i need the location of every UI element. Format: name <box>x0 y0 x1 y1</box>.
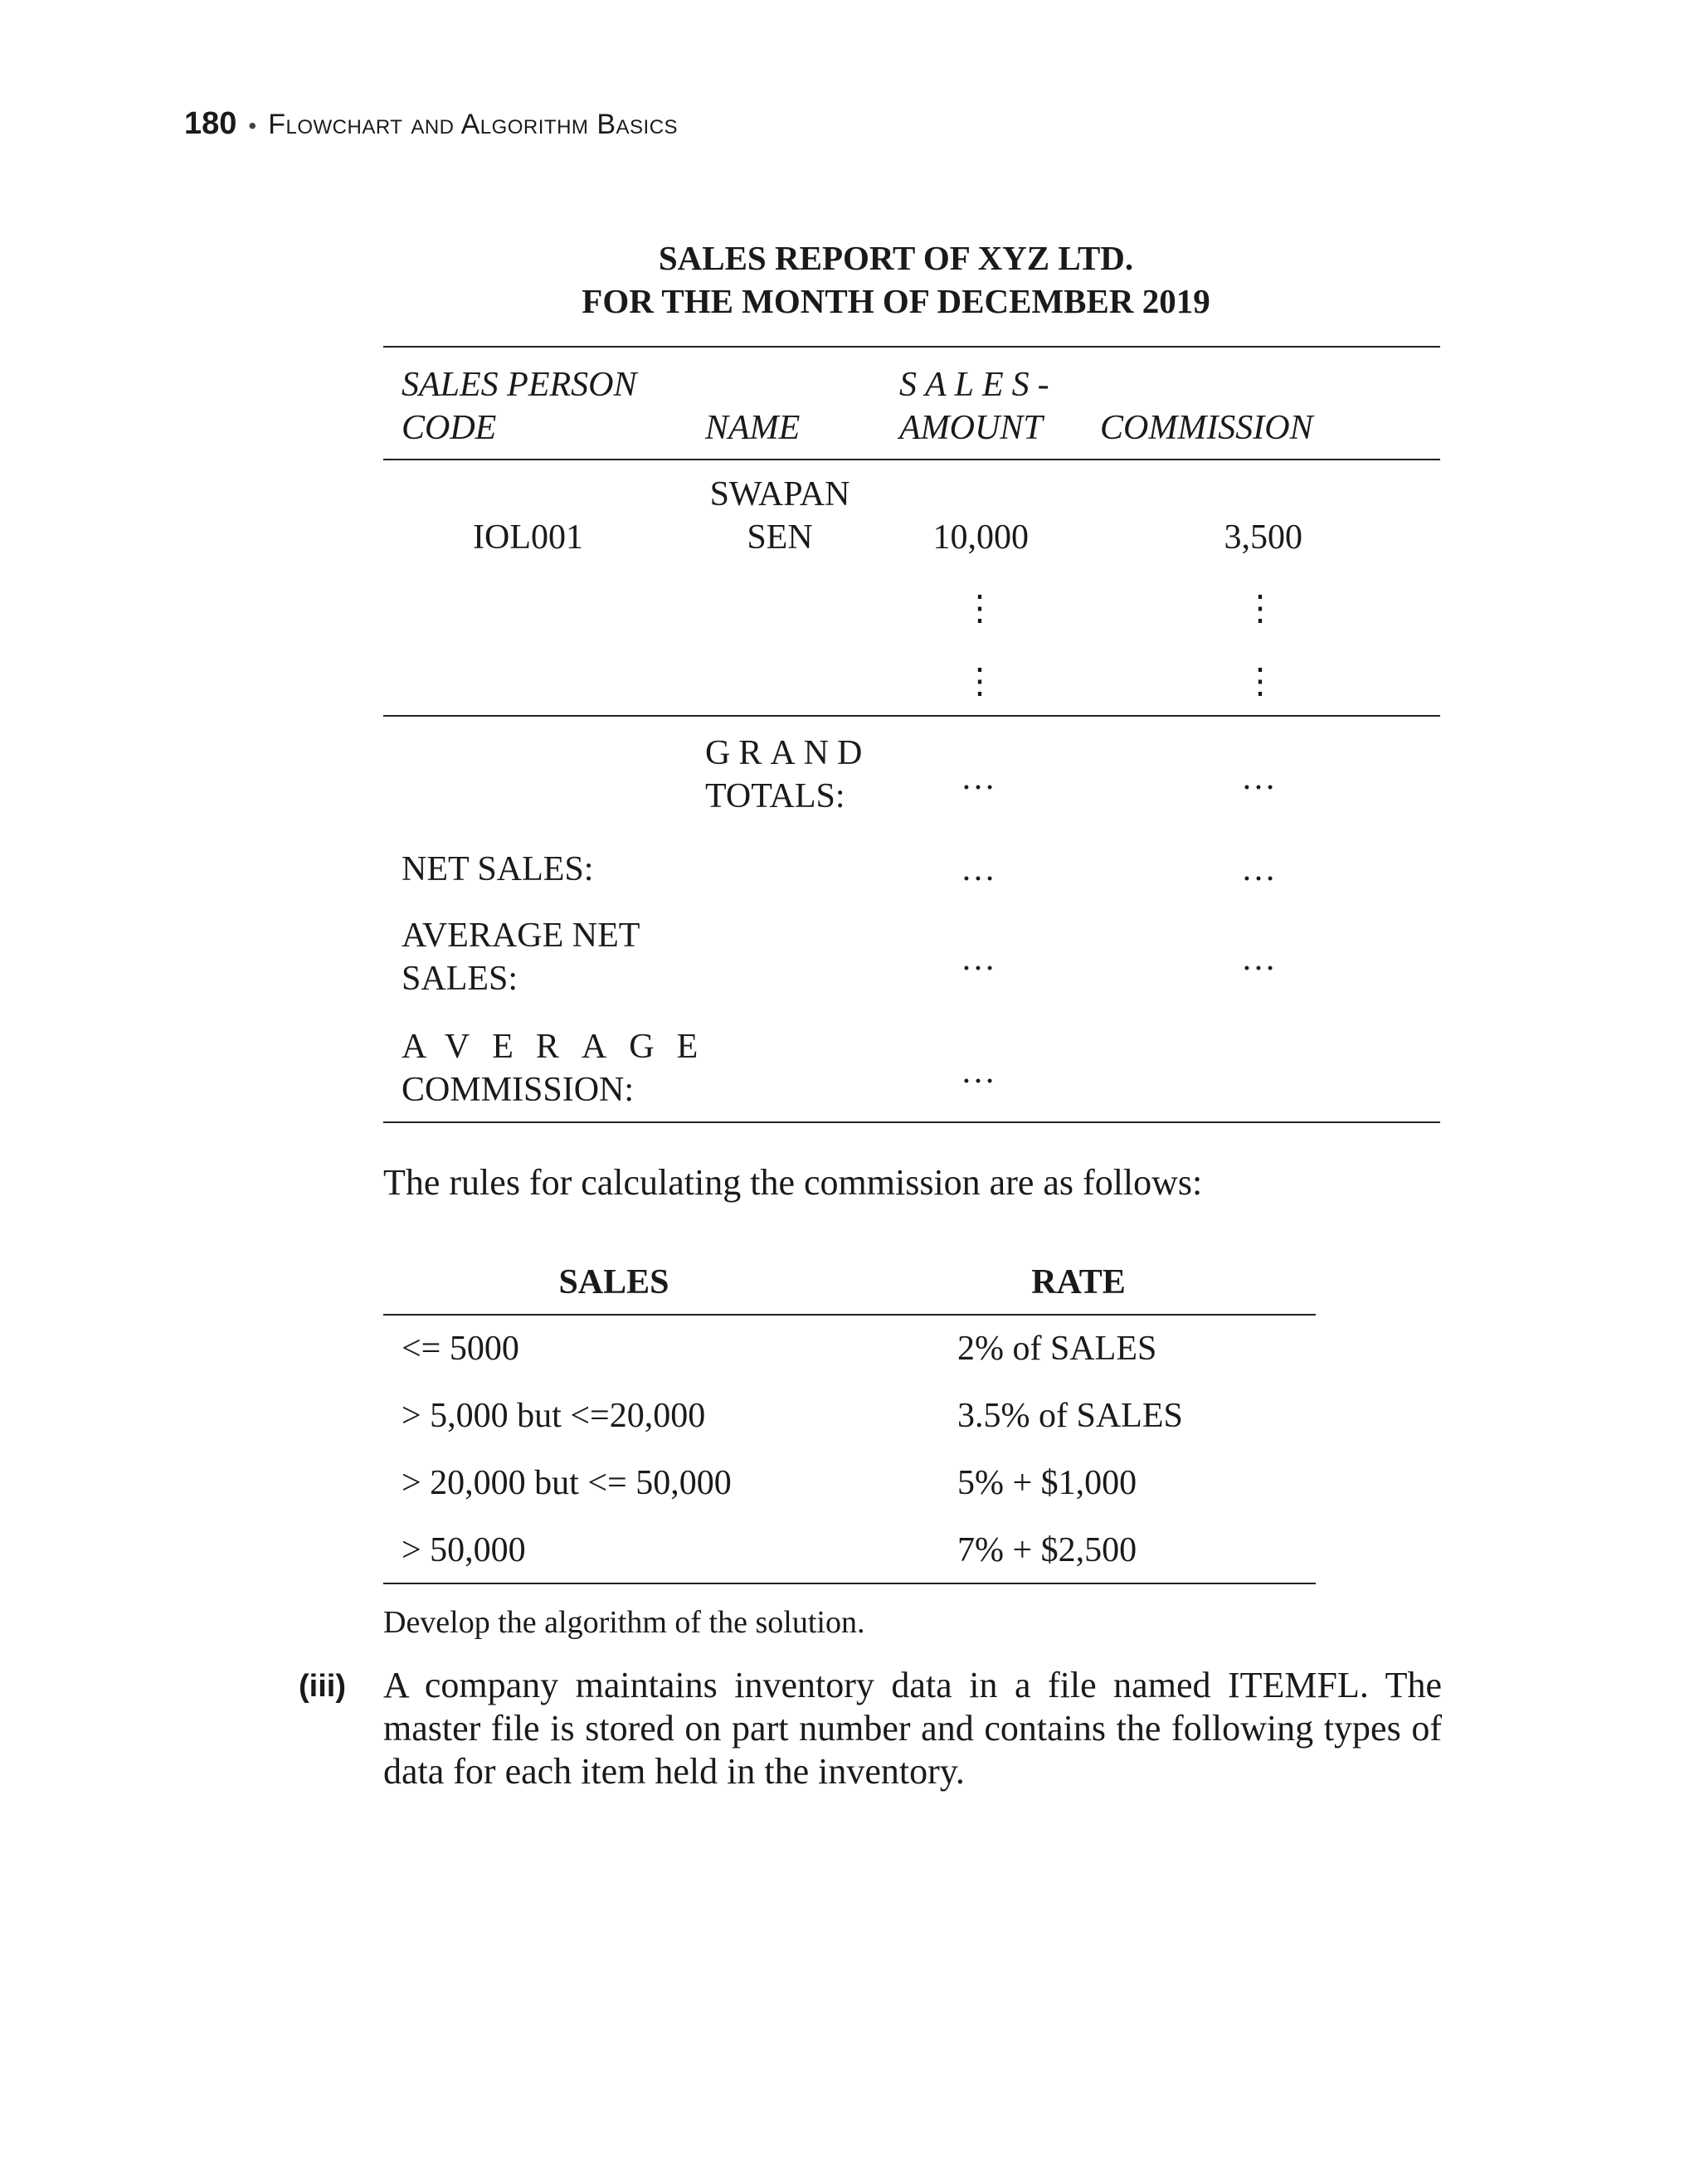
header-code-line2: CODE <box>402 409 497 447</box>
rate-row-4-sales: > 50,000 <box>402 1531 526 1569</box>
row-name-line1: SWAPAN <box>709 475 850 513</box>
table-bottom-rule <box>383 1121 1440 1123</box>
commission-vdots-1: ⋮ <box>1243 590 1278 628</box>
rate-bottom-rule <box>383 1583 1316 1584</box>
row-code: IOL001 <box>473 518 583 557</box>
net-sales-label: NET SALES: <box>402 850 594 888</box>
avg-commission-amount: … <box>961 1053 996 1091</box>
book-title: Flowchart and Algorithm Basics <box>268 109 679 140</box>
separator-bullet: • <box>248 113 257 139</box>
grand-totals-amount: … <box>961 759 996 797</box>
item-iii-text: A company maintains inventory data in a file named ITEMFL. The master file is stored on part number and contains the following types of data for each item held in the inventory. <box>383 1665 1442 1792</box>
develop-instruction: Develop the algorithm of the solution. <box>383 1605 865 1640</box>
rate-row-3-sales: > 20,000 but <= 50,000 <box>402 1464 732 1502</box>
header-amount-line1: SALES- <box>899 366 1058 404</box>
rate-row-3-rate: 5% + $1,000 <box>957 1464 1137 1502</box>
header-code-line1: SALES PERSON <box>402 366 637 404</box>
avg-commission-line2: COMMISSION: <box>402 1071 635 1109</box>
grand-totals-commission: … <box>1241 759 1276 797</box>
rate-row-4-rate: 7% + $2,500 <box>957 1531 1137 1569</box>
report-title-line1: SALES REPORT OF XYZ LTD. <box>658 239 1134 277</box>
row-name-line2: SEN <box>747 518 813 557</box>
grand-totals-line2: TOTALS: <box>705 777 845 815</box>
rate-row-2-sales: > 5,000 but <=20,000 <box>402 1397 706 1435</box>
data-bottom-rule <box>383 715 1440 717</box>
page-number: 180 <box>184 106 237 141</box>
avg-commission-line1: AVERAGE <box>402 1028 721 1066</box>
avg-net-sales-line2: SALES: <box>402 960 518 998</box>
net-sales-amount: … <box>961 850 996 888</box>
item-iii-label: (iii) <box>299 1669 346 1704</box>
amount-vdots-2: ⋮ <box>962 663 997 701</box>
avg-net-sales-line1: AVERAGE NET <box>402 917 640 955</box>
grand-totals-line1: GRAND <box>705 734 871 772</box>
header-name: NAME <box>705 409 801 447</box>
running-head <box>184 106 678 156</box>
row-commission: 3,500 <box>1224 518 1302 557</box>
commission-vdots-2: ⋮ <box>1243 663 1278 701</box>
amount-vdots-1: ⋮ <box>962 590 997 628</box>
avg-net-sales-amount: … <box>961 940 996 978</box>
rate-header-rate: RATE <box>1031 1263 1126 1301</box>
header-commission: COMMISSION <box>1100 409 1313 447</box>
row-amount: 10,000 <box>932 518 1029 557</box>
rate-row-2-rate: 3.5% of SALES <box>957 1397 1183 1435</box>
rules-intro: The rules for calculating the commission are as follows: <box>383 1162 1203 1203</box>
header-bottom-rule <box>383 459 1440 460</box>
rate-header-rule <box>383 1314 1316 1316</box>
rate-row-1-sales: <= 5000 <box>402 1330 519 1368</box>
rate-row-1-rate: 2% of SALES <box>957 1330 1157 1368</box>
avg-net-sales-commission: … <box>1241 940 1276 978</box>
header-amount-line2: AMOUNT <box>899 409 1043 447</box>
rate-header-sales: SALES <box>558 1263 669 1301</box>
report-title-line2: FOR THE MONTH OF DECEMBER 2019 <box>582 282 1210 320</box>
table-top-rule <box>383 346 1440 348</box>
net-sales-commission: … <box>1241 850 1276 888</box>
